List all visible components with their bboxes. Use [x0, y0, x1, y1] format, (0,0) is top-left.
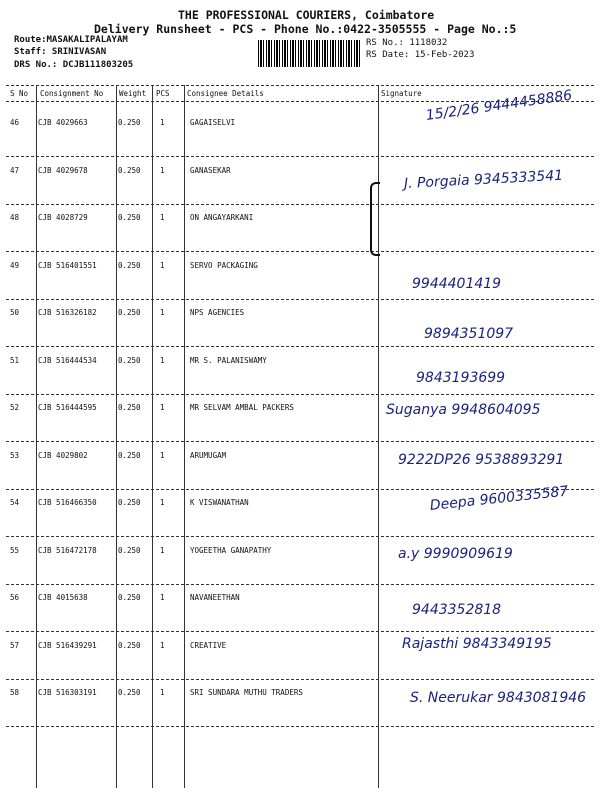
row-consignee: K VISWANATHAN [190, 498, 249, 507]
signature: Deepa 9600335587 [429, 483, 570, 514]
row-weight: 0.250 [118, 545, 141, 555]
row-weight: 0.250 [118, 308, 141, 317]
row-consignment-no: CJB 516472178 [38, 545, 97, 555]
signature: 15/2/26 9444458886 [424, 87, 574, 124]
row-consignment-no: CJB 4028729 [38, 213, 88, 222]
staff: Staff: SRINIVASAN [14, 47, 107, 57]
row-consignment-no: CJB 516439291 [38, 640, 97, 650]
column-divider [36, 85, 37, 788]
row-pcs: 1 [160, 593, 165, 602]
row-consignment-no: CJB 516444595 [38, 403, 97, 412]
company-name: THE PROFESSIONAL COURIERS, Coimbatore [178, 8, 435, 22]
col-header-weight: Weight [119, 89, 147, 98]
signature: 9944401419 [412, 276, 502, 292]
row-weight: 0.250 [118, 403, 141, 412]
row-separator [6, 584, 594, 585]
signature: a.y 9990909619 [398, 546, 513, 562]
row-consignee: SERVO PACKAGING [190, 260, 258, 270]
row-pcs: 1 [160, 498, 165, 507]
rs-date: RS Date: 15-Feb-2023 [366, 50, 475, 60]
column-divider [116, 85, 117, 788]
row-consignment-no: CJB 516401551 [38, 260, 97, 270]
row-consignment-no: CJB 516326182 [38, 308, 97, 317]
row-sno: 48 [10, 213, 20, 222]
row-consignee: NAVANEETHAN [190, 593, 240, 602]
row-consignee: CREATIVE [190, 640, 227, 650]
row-weight: 0.250 [118, 688, 141, 697]
row-consignment-no: CJB 4029663 [38, 118, 88, 127]
row-consignment-no: CJB 4015638 [38, 593, 88, 602]
row-separator [6, 441, 594, 442]
row-weight: 0.250 [118, 640, 141, 650]
runsheet-title: Delivery Runsheet - PCS - Phone No.:0422-3505555 - Page No.:5 [94, 22, 517, 36]
row-pcs: 1 [160, 213, 165, 222]
col-header-pcs: PCS [156, 89, 170, 98]
column-divider [152, 85, 153, 788]
row-consignee: NPS AGENCIES [190, 308, 245, 317]
row-weight: 0.250 [118, 355, 141, 365]
row-weight: 0.250 [118, 450, 141, 460]
row-pcs: 1 [160, 640, 165, 650]
rs-number: RS No.: 1118032 [366, 38, 448, 48]
row-pcs: 1 [160, 545, 165, 555]
signature: 9894351097 [424, 326, 514, 342]
signature: 9843193699 [416, 370, 506, 386]
col-header-sno: S No [10, 89, 29, 98]
row-weight: 0.250 [118, 498, 141, 507]
column-divider [184, 85, 185, 788]
row-sno: 53 [10, 450, 20, 460]
row-sno: 50 [10, 308, 20, 317]
row-separator [6, 251, 594, 252]
row-consignee: YOGEETHA GANAPATHY [190, 545, 272, 555]
row-weight: 0.250 [118, 593, 141, 602]
drs-number: DRS No.: DCJB111803205 [14, 60, 134, 70]
signature: 9443352818 [412, 602, 502, 618]
signature: J. Porgaia 9345333541 [403, 167, 564, 192]
row-weight: 0.250 [118, 165, 141, 175]
row-sno: 58 [10, 688, 20, 697]
row-sno: 52 [10, 403, 20, 412]
row-pcs: 1 [160, 118, 165, 127]
row-sno: 55 [10, 545, 20, 555]
row-separator [6, 299, 594, 300]
row-consignment-no: CJB 4029678 [38, 165, 88, 175]
row-sno: 57 [10, 640, 20, 650]
row-pcs: 1 [160, 688, 165, 697]
row-consignee: SRI SUNDARA MUTHU TRADERS [190, 688, 303, 697]
row-sno: 54 [10, 498, 20, 507]
row-weight: 0.250 [118, 213, 141, 222]
row-consignment-no: CJB 516466350 [38, 498, 97, 507]
bracket-mark [370, 182, 380, 256]
row-weight: 0.250 [118, 118, 141, 127]
col-header-signature: Signature [381, 89, 422, 98]
row-consignee: ON ANGAYARKANI [190, 213, 254, 222]
row-separator [6, 346, 594, 347]
col-header-consignment: Consignment No [40, 89, 104, 98]
row-consignee: GANASEKAR [190, 165, 231, 175]
row-consignment-no: CJB 4029802 [38, 450, 88, 460]
signature: Suganya 9948604095 [386, 402, 541, 418]
row-sno: 46 [10, 118, 20, 127]
row-sno: 47 [10, 165, 20, 175]
row-consignee: ARUMUGAM [190, 450, 227, 460]
signature: Rajasthi 9843349195 [402, 636, 552, 652]
row-separator [6, 536, 594, 537]
col-header-consignee: Consignee Details [187, 89, 264, 98]
route: Route:MASAKALIPALAYAM [14, 35, 128, 45]
row-consignment-no: CJB 516303191 [38, 688, 97, 697]
row-sno: 56 [10, 593, 20, 602]
row-separator [6, 679, 594, 680]
row-weight: 0.250 [118, 260, 141, 270]
table-top-rule [6, 85, 594, 86]
row-pcs: 1 [160, 165, 165, 175]
signature: 9222DP26 9538893291 [398, 452, 565, 468]
row-separator [6, 394, 594, 395]
row-consignment-no: CJB 516444534 [38, 355, 97, 365]
row-pcs: 1 [160, 403, 165, 412]
row-consignee: MR SELVAM AMBAL PACKERS [190, 403, 294, 412]
row-separator [6, 156, 594, 157]
row-consignee: MR S. PALANISWAMY [190, 355, 267, 365]
signature: S. Neerukar 9843081946 [410, 690, 587, 706]
barcode [258, 40, 360, 67]
row-sno: 49 [10, 260, 20, 270]
row-separator [6, 204, 594, 205]
row-pcs: 1 [160, 355, 165, 365]
row-pcs: 1 [160, 450, 165, 460]
row-pcs: 1 [160, 308, 165, 317]
row-consignee: GAGAISELVI [190, 118, 236, 127]
row-sno: 51 [10, 355, 20, 365]
row-separator [6, 631, 594, 632]
row-separator [6, 726, 594, 727]
row-pcs: 1 [160, 260, 165, 270]
